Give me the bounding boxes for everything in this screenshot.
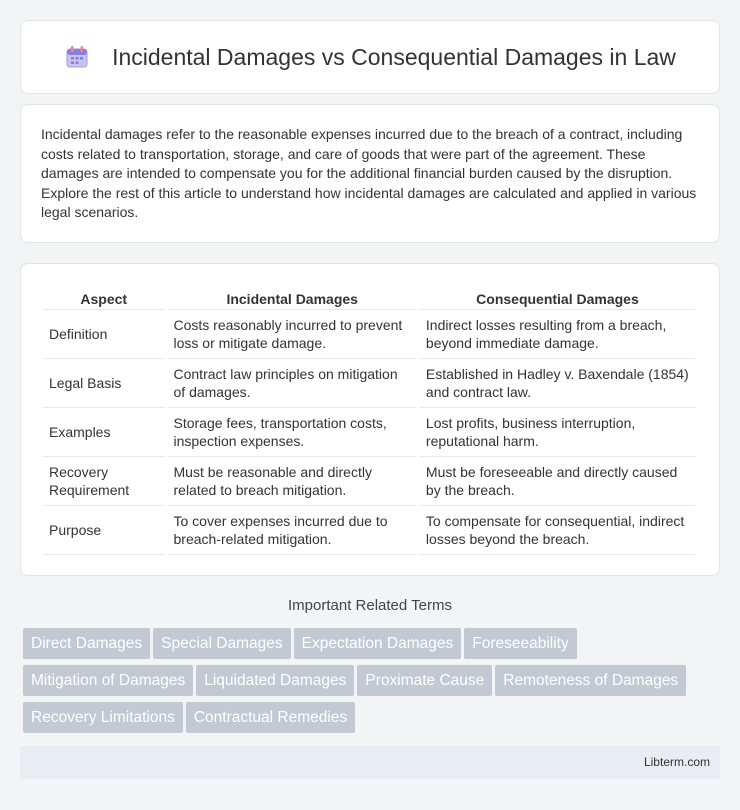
table-cell-consequential: To compensate for consequential, indirect losses beyond the breach. [420, 506, 695, 555]
related-term-tag[interactable]: Foreseeability [464, 628, 577, 659]
table-cell-incidental: Must be reasonable and directly related to breach mitigation. [168, 457, 417, 506]
related-term-tag[interactable]: Direct Damages [23, 628, 150, 659]
header-card [20, 20, 720, 94]
related-term-tag[interactable]: Recovery Limitations [23, 702, 183, 733]
table-cell-aspect: Recovery Requirement [43, 457, 165, 506]
table-cell-consequential: Lost profits, business interruption, reputational harm. [420, 408, 695, 457]
column-header-aspect: Aspect [43, 284, 165, 310]
related-terms-list [23, 628, 723, 739]
related-term-tag[interactable]: Special Damages [153, 628, 290, 659]
table-row [43, 310, 695, 359]
table-row [43, 457, 695, 506]
column-header-consequential: Consequential Damages [420, 284, 695, 310]
table-cell-incidental: Costs reasonably incurred to prevent loss or mitigate damage. [168, 310, 417, 359]
calendar-icon [64, 44, 90, 70]
intro-card [20, 104, 720, 243]
table-cell-aspect: Examples [43, 408, 165, 457]
table-cell-aspect: Purpose [43, 506, 165, 555]
intro-paragraph: Incidental damages refer to the reasonable expenses incurred due to the breach of a contract, including costs related to transportation, storage, and care of goods that were part of the agreement. These damages are intended to compensate you for the additional financial burden caused by the disruption. Explore the rest of this article to understand how incidental damages are calculated and applied in various legal scenarios. [41, 126, 697, 220]
table-row [43, 359, 695, 408]
related-term-tag[interactable]: Remoteness of Damages [495, 665, 686, 696]
table-cell-incidental: Storage fees, transportation costs, inspection expenses. [168, 408, 417, 457]
table-cell-consequential: Indirect losses resulting from a breach, beyond immediate damage. [420, 310, 695, 359]
column-header-incidental: Incidental Damages [168, 284, 417, 310]
related-term-tag[interactable]: Proximate Cause [357, 665, 492, 696]
related-term-tag[interactable]: Contractual Remedies [186, 702, 355, 733]
related-terms-title: Important Related Terms [288, 597, 452, 614]
table-cell-aspect: Definition [43, 310, 165, 359]
table-header-row [43, 284, 695, 310]
footer [20, 746, 720, 779]
table-cell-consequential: Established in Hadley v. Baxendale (1854) and contract law. [420, 359, 695, 408]
table-cell-incidental: To cover expenses incurred due to breach-related mitigation. [168, 506, 417, 555]
related-term-tag[interactable]: Expectation Damages [294, 628, 462, 659]
related-term-tag[interactable]: Mitigation of Damages [23, 665, 193, 696]
table-cell-consequential: Must be foreseeable and directly caused by the breach. [420, 457, 695, 506]
comparison-table [40, 284, 698, 555]
table-cell-aspect: Legal Basis [43, 359, 165, 408]
comparison-table-card [20, 263, 720, 576]
related-term-tag[interactable]: Liquidated Damages [196, 665, 354, 696]
table-row [43, 506, 695, 555]
table-row [43, 408, 695, 457]
table-cell-incidental: Contract law principles on mitigation of damages. [168, 359, 417, 408]
page-title: Incidental Damages vs Consequential Damages in Law [112, 43, 676, 70]
footer-site-link[interactable]: Libterm.com [643, 755, 710, 769]
